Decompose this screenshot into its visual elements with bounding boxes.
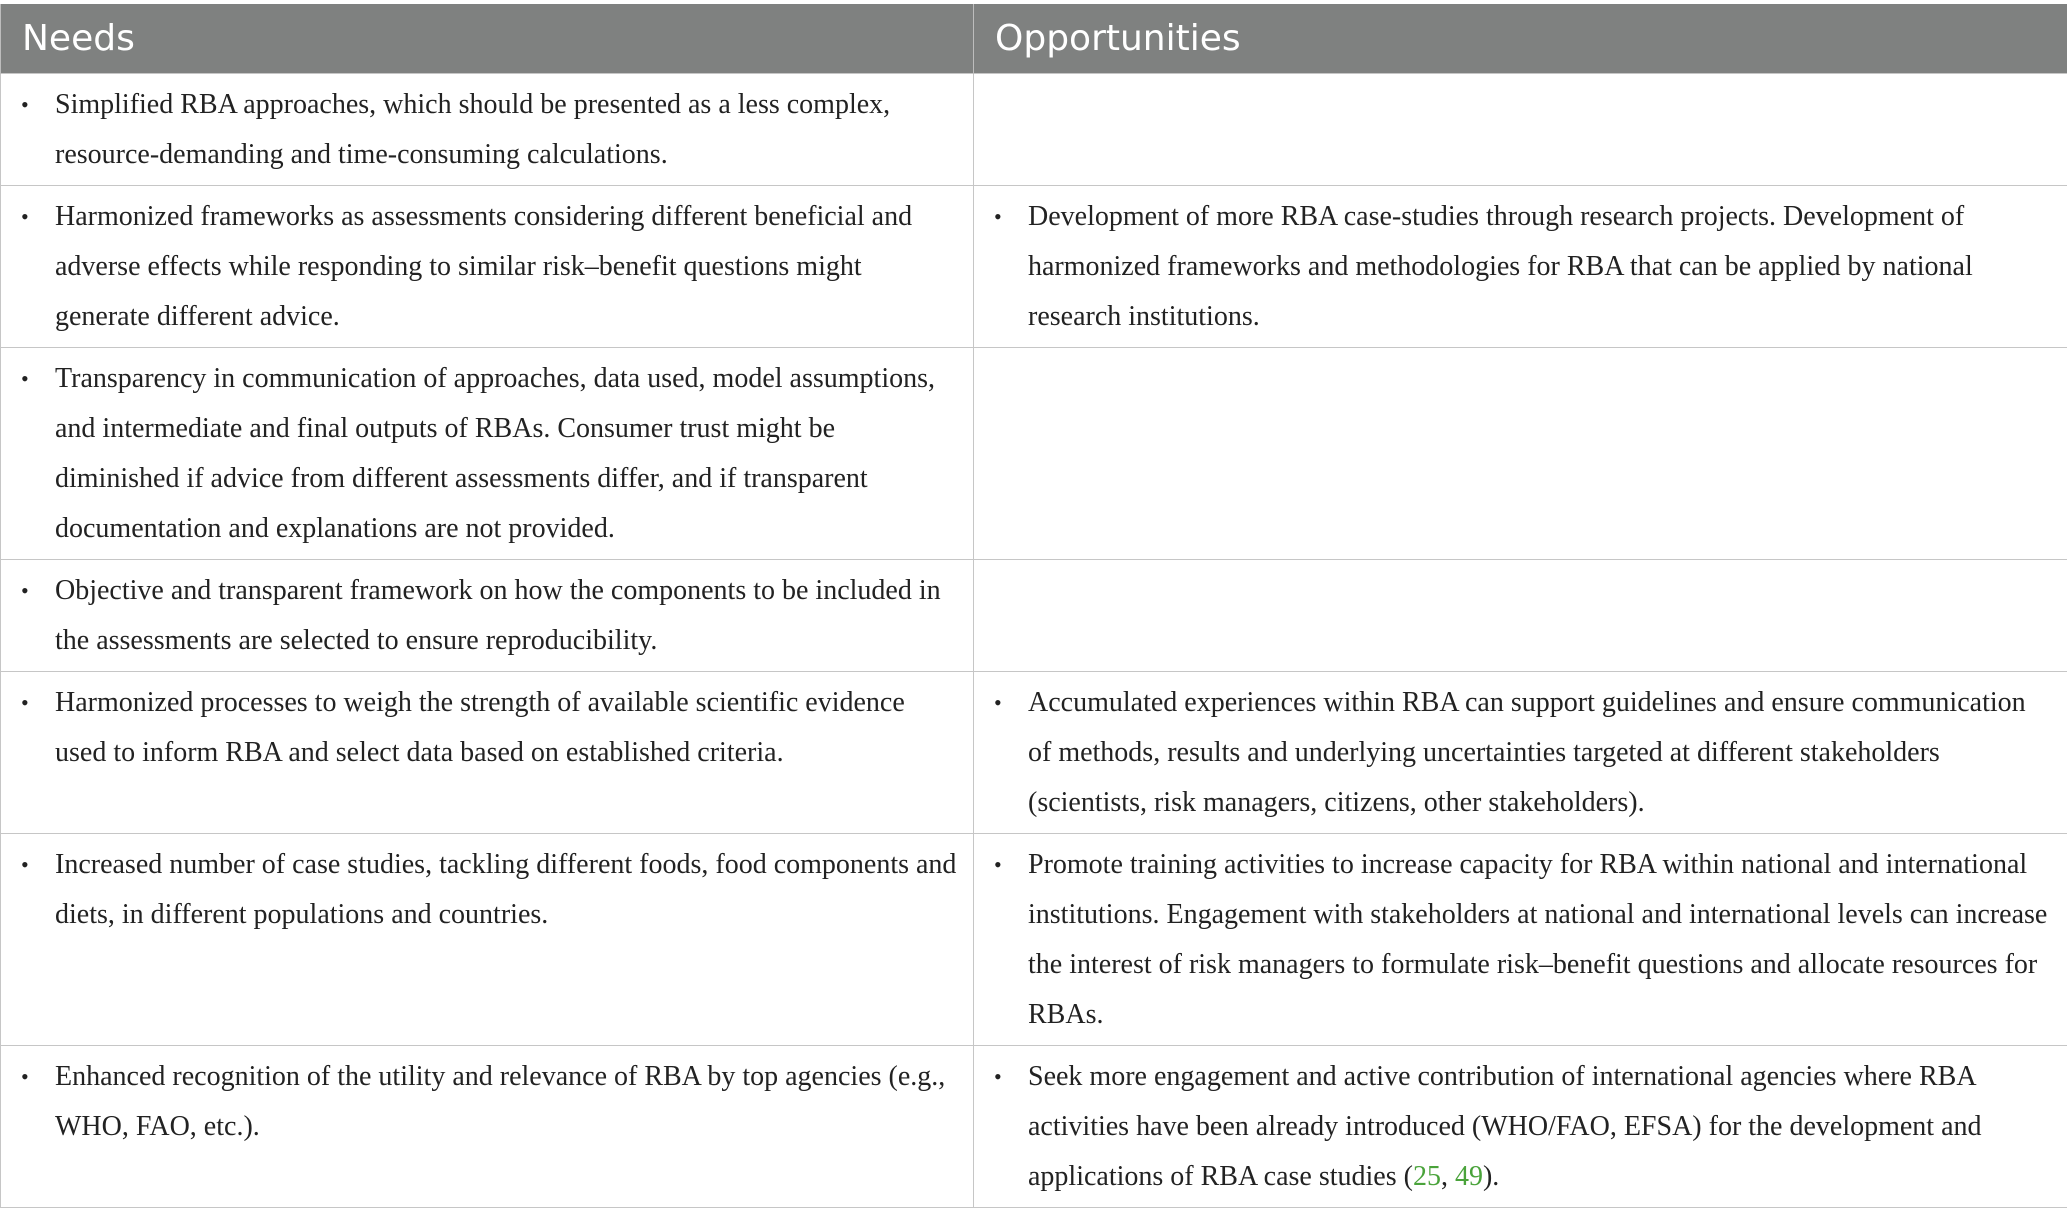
reference-link-49[interactable]: 49 bbox=[1454, 1161, 1483, 1192]
need-text: Enhanced recognition of the utility and relevance of RBA by top agencies (e.g., WHO, FAO, etc.). bbox=[55, 1061, 946, 1142]
table-row bbox=[1, 672, 2067, 834]
needs-opportunities-table-wrapper bbox=[0, 4, 2067, 1208]
opportunity-cell-empty bbox=[974, 74, 2067, 186]
need-item bbox=[1, 840, 959, 940]
table-row bbox=[1, 348, 2067, 560]
need-text: Objective and transparent framework on how the components to be included in the assessments are selected to ensure reproducibility. bbox=[55, 575, 941, 656]
opportunity-cell-empty bbox=[974, 348, 2067, 560]
opportunity-cell bbox=[974, 672, 2067, 834]
bullet-icon: • bbox=[21, 852, 29, 877]
header-row bbox=[1, 4, 2067, 74]
need-text: Harmonized processes to weigh the strength of available scientific evidence used to inform RBA and select data based on established criteria. bbox=[55, 687, 905, 768]
opportunity-text: Development of more RBA case-studies through research projects. Development of harmonized frameworks and methodologies for RBA that can be applied by national research institutions. bbox=[1028, 201, 1973, 332]
opportunity-cell bbox=[974, 1046, 2067, 1208]
need-cell bbox=[1, 560, 974, 672]
need-item bbox=[1, 80, 959, 180]
need-cell bbox=[1, 834, 974, 1046]
opportunity-item bbox=[974, 678, 2053, 828]
bullet-icon: • bbox=[21, 578, 29, 603]
opportunity-text-prefix: Seek more engagement and active contribution of international agencies where RBA activities have been already introduced (WHO/FAO, EFSA) for the development and applications of RBA case studies ( bbox=[1028, 1061, 1982, 1192]
table-row bbox=[1, 560, 2067, 672]
table-row bbox=[1, 1046, 2067, 1208]
need-text: Transparency in communication of approaches, data used, model assumptions, and intermediate and final outputs of RBAs. Consumer trust might be diminished if advice from different assessments differ, and if transparent documentation and explanations are not provided. bbox=[55, 363, 935, 544]
opportunity-item bbox=[974, 1052, 2053, 1202]
reference-link-25[interactable]: 25 bbox=[1412, 1161, 1441, 1192]
need-cell bbox=[1, 1046, 974, 1208]
need-item bbox=[1, 192, 959, 342]
table-row bbox=[1, 74, 2067, 186]
opportunity-cell-empty bbox=[974, 560, 2067, 672]
opportunity-text: Promote training activities to increase capacity for RBA within national and international institutions. Engagement with stakeholders at national and international levels can increase the interest of risk managers to formulate risk–benefit questions and allocate resources for RBAs. bbox=[1028, 849, 2048, 1030]
opportunity-cell bbox=[974, 834, 2067, 1046]
need-item bbox=[1, 678, 959, 778]
opportunity-cell bbox=[974, 186, 2067, 348]
table-row bbox=[1, 834, 2067, 1046]
opportunity-text: Accumulated experiences within RBA can support guidelines and ensure communication of methods, results and underlying uncertainties targeted at different stakeholders (scientists, risk managers, citizens, other stakeholders). bbox=[1028, 687, 2026, 818]
bullet-icon: • bbox=[21, 1064, 29, 1089]
bullet-icon: • bbox=[994, 1064, 1002, 1089]
need-cell bbox=[1, 672, 974, 834]
header-needs: Needs bbox=[1, 4, 974, 74]
table-row bbox=[1, 186, 2067, 348]
opportunity-item bbox=[974, 192, 2053, 342]
needs-opportunities-table bbox=[0, 4, 2067, 1208]
opportunity-item bbox=[974, 840, 2053, 1040]
opportunity-text-suffix: ). bbox=[1482, 1161, 1500, 1192]
header-opportunities: Opportunities bbox=[974, 4, 2067, 74]
need-cell bbox=[1, 186, 974, 348]
need-item bbox=[1, 354, 959, 554]
bullet-icon: • bbox=[994, 204, 1002, 229]
bullet-icon: • bbox=[21, 92, 29, 117]
need-text: Harmonized frameworks as assessments considering different beneficial and adverse effects while responding to similar risk–benefit questions might generate different advice. bbox=[55, 201, 913, 332]
need-cell bbox=[1, 348, 974, 560]
need-item bbox=[1, 1052, 959, 1152]
bullet-icon: • bbox=[994, 852, 1002, 877]
bullet-icon: • bbox=[21, 690, 29, 715]
need-item bbox=[1, 566, 959, 666]
bullet-icon: • bbox=[994, 690, 1002, 715]
bullet-icon: • bbox=[21, 204, 29, 229]
need-text: Simplified RBA approaches, which should be presented as a less complex, resource-demanding and time-consuming calculations. bbox=[55, 89, 891, 170]
need-cell bbox=[1, 74, 974, 186]
reference-separator: , bbox=[1440, 1161, 1455, 1192]
need-text: Increased number of case studies, tackling different foods, food components and diets, in different populations and countries. bbox=[55, 849, 957, 930]
bullet-icon: • bbox=[21, 366, 29, 391]
